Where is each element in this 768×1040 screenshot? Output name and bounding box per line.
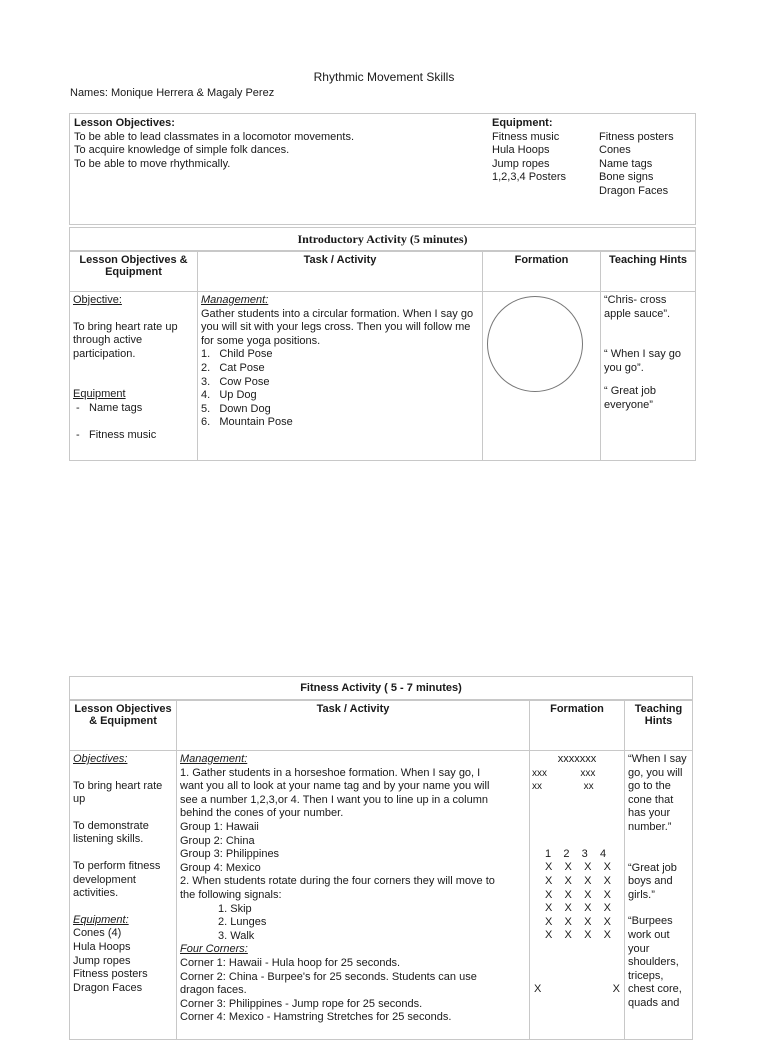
management-label: Management:: [201, 294, 269, 306]
document-title: Rhythmic Movement Skills: [313, 70, 455, 84]
equipment-item: Jump ropes: [73, 954, 131, 967]
objective-label: Objective:: [73, 294, 122, 306]
signal-item: 2. Lunges: [218, 916, 267, 929]
objective-item: To be able to move rhythmically.: [74, 157, 231, 170]
objectives-heading: Lesson Objectives:: [74, 117, 175, 129]
corner-marker-right: X: [612, 982, 620, 995]
column-row: X X X X: [545, 929, 612, 942]
intro-heading-text: Introductory Activity (5 minutes): [297, 232, 468, 246]
equipment-item: Cones: [599, 144, 631, 157]
fitness-objectives-cell: [70, 751, 177, 1040]
equipment-item: Fitness posters: [599, 130, 674, 143]
equipment-item: Hula Hoops: [73, 940, 131, 953]
fitness-task-cell: [177, 751, 530, 1040]
management-line: Group 2: China: [180, 834, 255, 847]
circle-formation: [487, 296, 583, 392]
objective-item: To bring heart rate up: [73, 779, 163, 806]
objective-item: To acquire knowledge of simple folk dances.: [74, 144, 290, 157]
lesson-equipment: [492, 117, 674, 199]
intro-header-hints: Teaching Hints: [601, 252, 696, 292]
equipment-item: - Name tags: [73, 402, 194, 416]
pose-item: 5. Down Dog: [201, 402, 271, 415]
intro-formation-cell: [483, 292, 601, 461]
equipment-column-2: [599, 131, 674, 199]
objective-item: To perform fitness development activities.: [73, 859, 161, 900]
objective-item: To be able to lead classmates in a locomotor movements.: [74, 130, 355, 143]
hint-item: “Great job boys and girls.”: [628, 861, 677, 901]
equipment-heading: Equipment:: [492, 117, 553, 129]
management-line: see a number 1,2,3,or 4. Then I want you to line up in a column: [180, 793, 488, 806]
management-line: 1. Gather students in a horseshoe formation. When I say go, I: [180, 766, 481, 779]
corner-marker-left: X: [534, 982, 542, 995]
hint-item: “When I say go, you will go to the cone that has your number.”: [628, 753, 687, 833]
intro-heading: [69, 227, 696, 251]
fitness-hints-cell: [625, 751, 693, 1040]
equipment-item: 1,2,3,4 Posters: [492, 171, 566, 184]
pose-item: 6. Mountain Pose: [201, 416, 293, 429]
fitness-heading: [69, 676, 693, 700]
pose-list: [201, 348, 479, 430]
equipment-item: - Fitness music: [73, 429, 194, 443]
corner-line: Corner 2: China - Burpee's for 25 seconds. Students can use: [180, 970, 477, 983]
pose-item: 4. Up Dog: [201, 389, 257, 402]
management-text: Gather students into a circular formation. When I say go you will sit with your legs cross. Then you will follow me for some yoga positions.: [201, 307, 474, 347]
equipment-item: Cones (4): [73, 927, 122, 940]
intro-header-task: Task / Activity: [198, 252, 483, 292]
equipment-item: Bone signs: [599, 171, 654, 184]
equipment-item: Dragon Faces: [73, 981, 143, 994]
hint-item: “Burpees work out your shoulders, triceps, chest core, quads and: [628, 915, 682, 1009]
corner-line: Corner 4: Mexico - Hamstring Stretches for 25 seconds.: [180, 1011, 452, 1024]
equipment-label: Equipment:: [73, 913, 129, 926]
corner-line: dragon faces.: [180, 984, 247, 997]
hint-item: “ When I say go you go”.: [604, 348, 682, 374]
pose-item: 3. Cow Pose: [201, 375, 270, 388]
management-line: want you all to look at your name tag and by your name you will: [180, 780, 490, 793]
horseshoe-row: xx xx: [532, 781, 594, 793]
horseshoe-row: xxx xxx: [532, 767, 596, 779]
hint-item: “Chris- cross apple sauce”.: [604, 294, 671, 320]
column-row: X X X X: [545, 888, 612, 901]
management-line: the following signals:: [180, 888, 282, 901]
objective-item: To demonstrate listening skills.: [73, 819, 149, 846]
fitness-table: [69, 700, 693, 1040]
equipment-column-1: [492, 131, 599, 199]
objective-text: To bring heart rate up through active participation.: [73, 320, 178, 360]
corner-line: Corner 1: Hawaii - Hula hoop for 25 seconds.: [180, 956, 401, 969]
fitness-formation-cell: [530, 751, 625, 1040]
equipment-item: Dragon Faces: [599, 184, 669, 197]
horseshoe-row: xxxxxxx: [557, 753, 597, 765]
intro-hints-cell: [601, 292, 696, 461]
intro-header-formation: Formation: [483, 252, 601, 292]
pose-item: 1. Child Pose: [201, 348, 273, 361]
fitness-header-formation: Formation: [530, 701, 625, 751]
equipment-item: Jump ropes: [492, 157, 550, 170]
fitness-header-task: Task / Activity: [177, 701, 530, 751]
fitness-header-hints: Teaching Hints: [625, 701, 693, 751]
lesson-objectives: [74, 117, 354, 171]
management-line: behind the cones of your number.: [180, 807, 344, 820]
column-row: X X X X: [545, 902, 612, 915]
equipment-item: Name tags: [599, 157, 653, 170]
objectives-label: Objectives:: [73, 753, 128, 765]
lesson-box: [69, 113, 696, 225]
column-row: X X X X: [545, 874, 612, 887]
intro-header-objectives: Lesson Objectives & Equipment: [70, 252, 198, 292]
management-line: 2. When students rotate during the four corners they will move to: [180, 875, 495, 888]
equipment-label: Equipment: [73, 388, 126, 401]
management-line: Group 1: Hawaii: [180, 820, 259, 833]
equipment-item: Hula Hoops: [492, 144, 550, 157]
column-row: X X X X: [545, 861, 612, 874]
fitness-heading-text: Fitness Activity ( 5 - 7 minutes): [300, 682, 462, 694]
management-label: Management:: [180, 753, 248, 765]
equipment-item: Fitness posters: [73, 968, 148, 981]
intro-task-cell: [198, 292, 483, 461]
fitness-header-objectives: Lesson Objectives & Equipment: [70, 701, 177, 751]
intro-table: [69, 251, 696, 461]
signal-item: 1. Skip: [218, 902, 252, 915]
equipment-item: Fitness music: [492, 130, 560, 143]
corner-line: Corner 3: Philippines - Jump rope for 25 seconds.: [180, 997, 423, 1010]
pose-item: 2. Cat Pose: [201, 361, 265, 374]
names-line: Names: Monique Herrera & Magaly Perez: [70, 87, 275, 99]
column-row: X X X X: [545, 915, 612, 928]
management-line: Group 3: Philippines: [180, 848, 280, 861]
management-line: Group 4: Mexico: [180, 861, 261, 874]
signal-item: 3. Walk: [218, 929, 255, 942]
four-corners-label: Four Corners:: [180, 943, 248, 956]
hint-item: “ Great job everyone”: [604, 385, 656, 411]
intro-objectives-cell: [70, 292, 198, 461]
column-numbers: 1 2 3 4: [545, 847, 607, 860]
